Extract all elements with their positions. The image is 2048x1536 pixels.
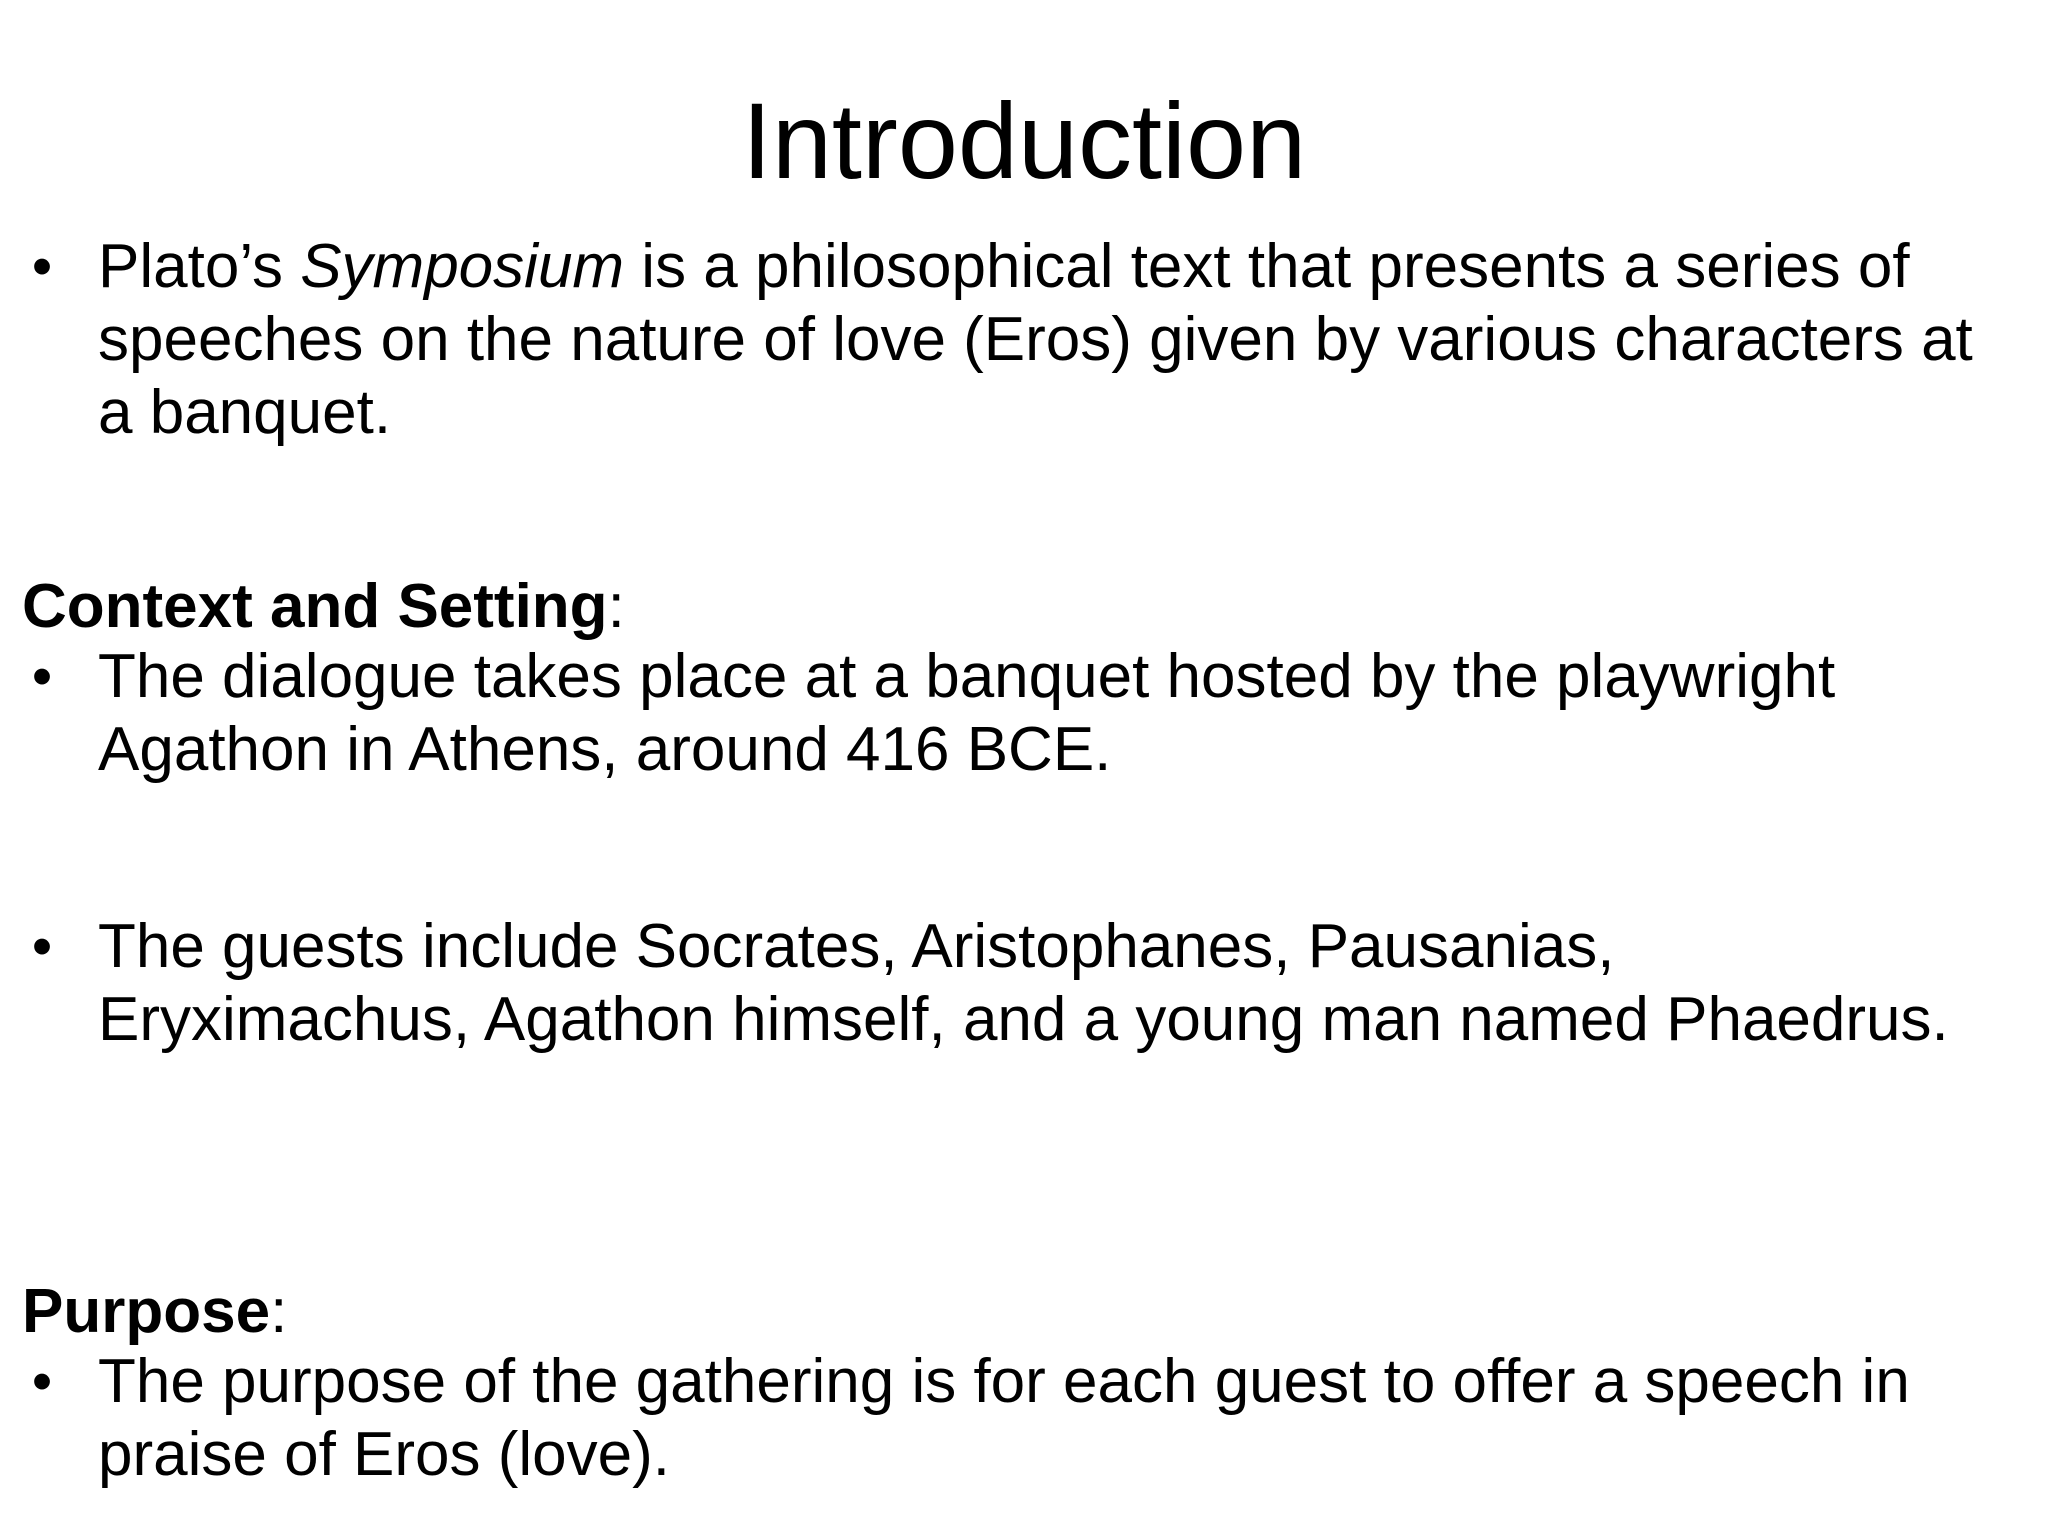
context-bullet-text: The guests include Socrates, Aristophanes, Pausanias, Eryximachus, Agathon himself, and a young man named Phaedrus. [98,912,1949,1054]
context-heading-text: Context and Setting [22,572,608,641]
context-bullet-text: The dialogue takes place at a banquet hosted by the playwright Agathon in Athens, around 416 BCE. [98,642,1836,784]
bullet-dot: • [31,234,53,299]
slide-title: Introduction [741,80,1307,201]
bullet-dot: • [31,914,53,979]
intro-text-rest: is a philosophical text that presents a series of speeches on the nature of love (Eros) given by various characters at a banquet. [98,232,1973,447]
purpose-heading-colon: : [270,1277,288,1346]
purpose-heading [22,1275,287,1348]
intro-text-start: Plato’s [98,232,301,301]
intro-bullet-text [98,230,1978,449]
purpose-bullet-text: The purpose of the gathering is for each guest to offer a speech in praise of Eros (love). [98,1347,1910,1489]
bullet-dot: • [31,1349,53,1414]
purpose-heading-text: Purpose [22,1277,271,1346]
context-heading [22,570,625,643]
bullet-dot: • [31,644,53,709]
context-heading-colon: : [607,572,625,641]
intro-text-italic-title: Symposium [300,232,625,301]
